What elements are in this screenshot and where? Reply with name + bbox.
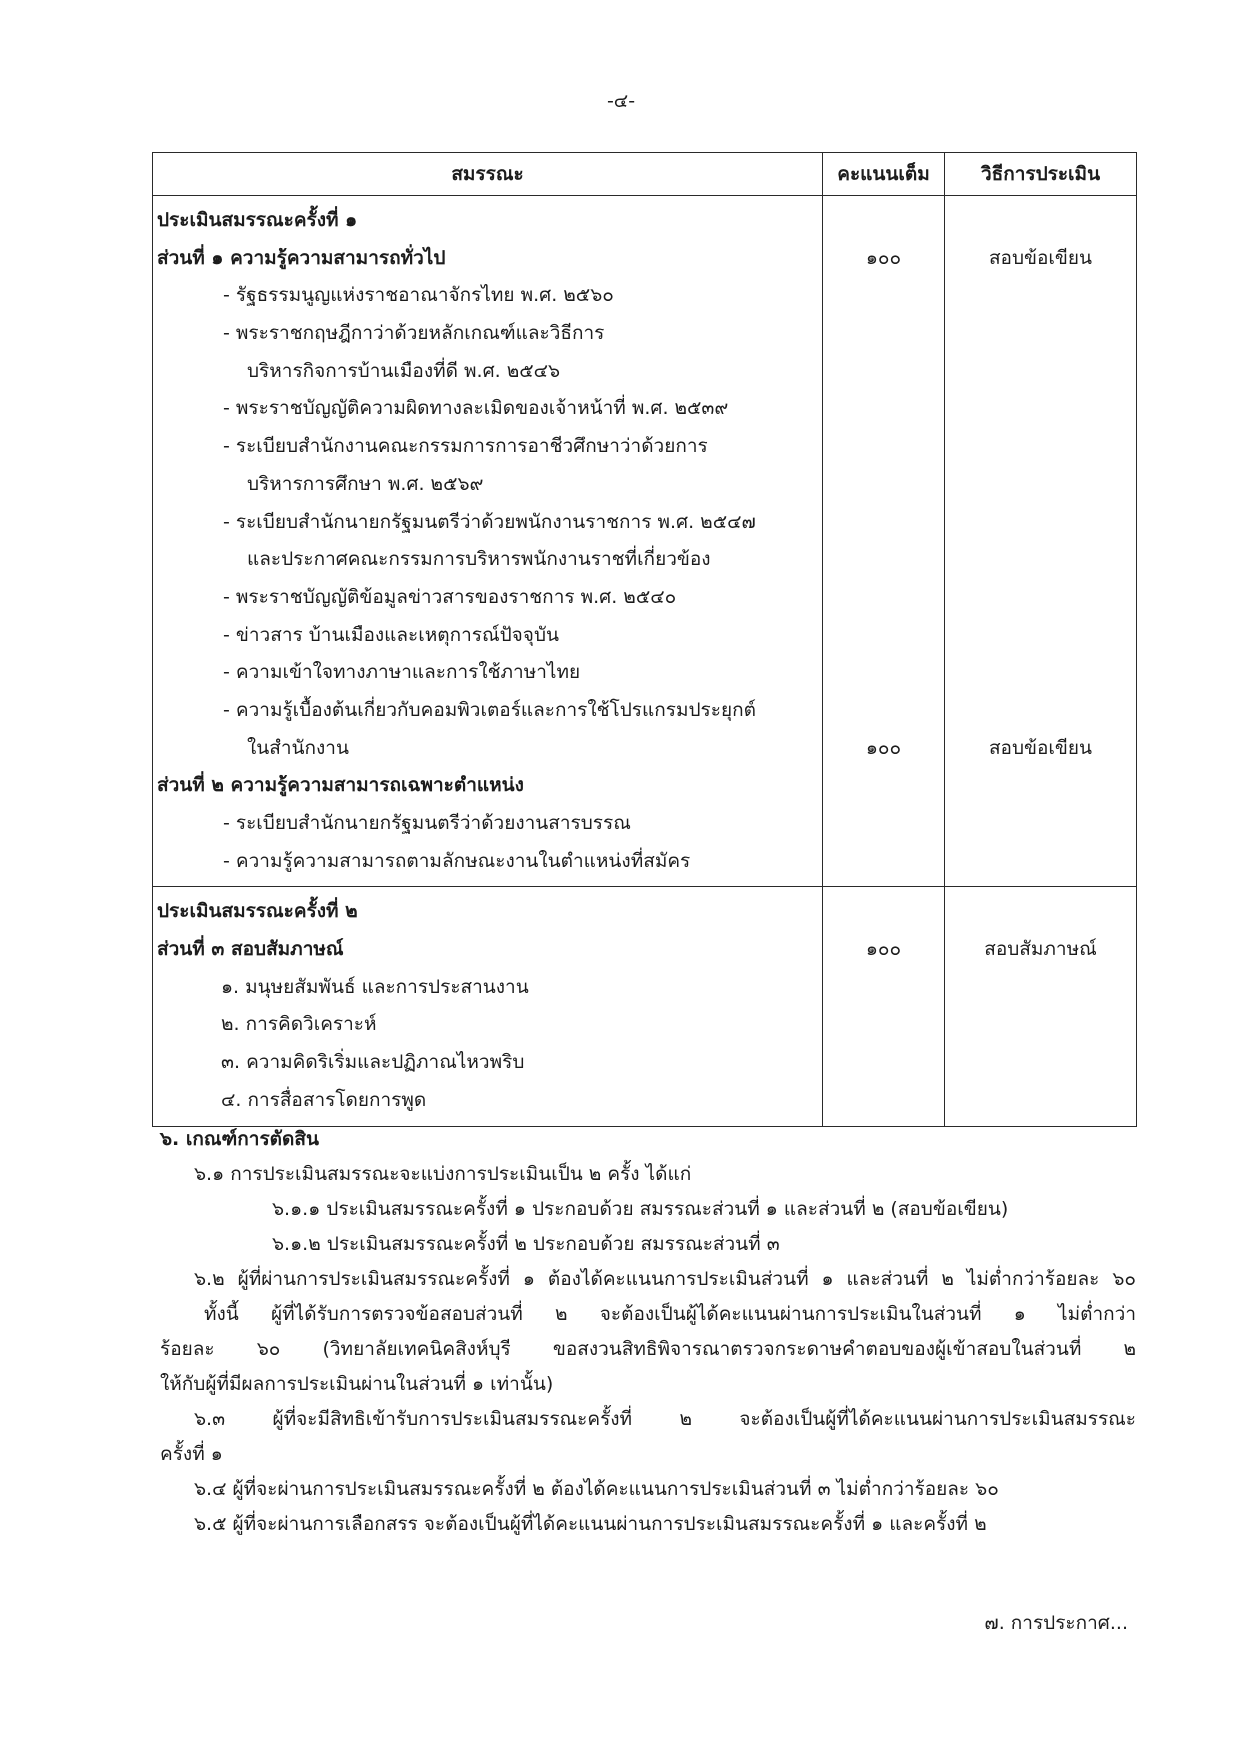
round2-method-cell [945,887,1137,1126]
round2-cell [153,887,823,1126]
criteria-heading: ๖. เกณฑ์การตัดสิน [160,1128,319,1150]
competency-table [152,152,1137,1127]
criteria-line: ๖.๒ ผู้ที่ผ่านการประเมินสมรรณะครั้งที่ ๑ ต้องได้คะแนนการประเมินส่วนที่ ๑ และส่วนที่ ๒ ไม่ต่ำกว่าร้อยละ ๖๐ [194,1268,1136,1290]
header-full-score: คะแนนเต็ม [823,153,945,196]
part1-method: สอบข้อเขียน [988,246,1093,269]
page-number: -๔- [606,90,636,112]
list-item: - ระเบียบสำนักนายกรัฐมนตรีว่าด้วยพนักงานราชการ พ.ศ. ๒๕๔๗ [223,510,756,533]
part2-score: ๑๐๐ [865,736,902,759]
table-header-row [153,153,1137,196]
list-item: ๓. ความคิดริเริ่มและปฏิภาณไหวพริบ [221,1051,525,1074]
round1-cell [153,196,823,887]
list-item: - ข่าวสาร บ้านเมืองและเหตุการณ์ปัจจุบัน [223,623,559,646]
criteria-line: ๖.๑.๑ ประเมินสมรรณะครั้งที่ ๑ ประกอบด้วย สมรรณะส่วนที่ ๑ และส่วนที่ ๒ (สอบข้อเขียน) [272,1198,1009,1220]
criteria-line: ๖.๓ ผู้ที่จะมีสิทธิเข้ารับการประเมินสมรรณะครั้งที่ ๒ จะต้องเป็นผู้ที่ได้คะแนนผ่านการประเมินสมรรณะ [194,1408,1136,1430]
list-item: - พระราชบัญญัติความผิดทางละเมิดของเจ้าหน้าที่ พ.ศ. ๒๕๓๙ [223,397,729,420]
list-item: - ระเบียบสำนักนายกรัฐมนตรีว่าด้วยงานสารบรรณ [223,812,631,834]
list-item: - พระราชกฤษฎีกาว่าด้วยหลักเกณฑ์และวิธีการ [223,322,605,345]
table-row-round2 [153,887,1137,1126]
list-item: - ความเข้าใจทางภาษาและการใช้ภาษาไทย [223,661,581,684]
list-item: บริหารกิจการบ้านเมืองที่ดี พ.ศ. ๒๕๔๖ [247,359,561,382]
part1-title: ส่วนที่ ๑ ความรู้ความสามารถทั่วไป [157,246,446,269]
list-item: - ระเบียบสำนักงานคณะกรรมการการอาชีวศึกษาว่าด้วยการ [223,435,708,458]
part3-method: สอบสัมภาษณ์ [984,938,1097,961]
part2-method: สอบข้อเขียน [988,736,1093,759]
criteria-line: ให้กับผู้ที่มีผลการประเมินผ่านในส่วนที่ ๑ เท่านั้น) [160,1373,554,1395]
criteria-line: ร้อยละ ๖๐ (วิทยาลัยเทคนิคสิงห์บุรี ขอสงวนสิทธิพิจารณาตรวจกระดาษคำตอบของผู้เข้าสอบในส่วนที่ ๒ [160,1338,1136,1360]
header-method: วิธีการประเมิน [945,153,1137,196]
table-row-round1 [153,196,1137,887]
part2-title: ส่วนที่ ๒ ความรู้ความสามารถเฉพาะตำแหน่ง [157,774,524,797]
header-competency: สมรรณะ [153,153,823,196]
part1-score: ๑๐๐ [865,246,902,269]
list-item: - ความรู้เบื้องต้นเกี่ยวกับคอมพิวเตอร์และการใช้โปรแกรมประยุกต์ [223,698,756,721]
list-item: ในสำนักงาน [247,736,349,759]
part3-score: ๑๐๐ [865,938,902,961]
list-item: - พระราชบัญญัติข้อมูลข่าวสารของราชการ พ.ศ. ๒๕๔๐ [223,585,677,608]
criteria-line: ๖.๕ ผู้ที่จะผ่านการเลือกสรร จะต้องเป็นผู้ที่ได้คะแนนผ่านการประเมินสมรรณะครั้งที่ ๑ และครั้งที่ ๒ [194,1513,987,1535]
round2-title: ประเมินสมรรณะครั้งที่ ๒ [157,900,358,923]
list-item: ๒. การคิดวิเคราะห์ [221,1013,377,1036]
criteria-line: ๖.๔ ผู้ที่จะผ่านการประเมินสมรรณะครั้งที่ ๒ ต้องได้คะแนนการประเมินส่วนที่ ๓ ไม่ต่ำกว่าร้อยละ ๖๐ [194,1478,999,1500]
round2-score-cell [823,887,945,1126]
list-item: บริหารการศึกษา พ.ศ. ๒๕๖๙ [247,472,484,495]
part3-title: ส่วนที่ ๓ สอบสัมภาษณ์ [157,938,344,961]
criteria-line: ทั้งนี้ ผู้ที่ได้รับการตรวจข้อสอบส่วนที่ ๒ จะต้องเป็นผู้ได้คะแนนผ่านการประเมินในส่วนที่ ๑ ไม่ต่ำกว่า [204,1303,1136,1325]
round1-score-cell [823,196,945,887]
criteria-section [160,1122,1136,1542]
round1-title: ประเมินสมรรณะครั้งที่ ๑ [157,209,358,231]
list-item: ๔. การสื่อสารโดยการพูด [221,1088,427,1111]
footer-continuation-note: ๗. การประกาศ... [984,1612,1128,1634]
list-item: ๑. มนุษยสัมพันธ์ และการประสานงาน [221,975,529,998]
criteria-line: ๖.๑.๒ ประเมินสมรรณะครั้งที่ ๒ ประกอบด้วย สมรรณะส่วนที่ ๓ [272,1233,780,1255]
list-item: - รัฐธรรมนูญแห่งราชอาณาจักรไทย พ.ศ. ๒๕๖๐ [223,284,614,307]
criteria-line: ๖.๑ การประเมินสมรรณะจะแบ่งการประเมินเป็น ๒ ครั้ง ได้แก่ [194,1163,692,1185]
list-item: และประกาศคณะกรรมการบริหารพนักงานราชที่เกี่ยวข้อง [247,548,711,571]
list-item: - ความรู้ความสามารถตามลักษณะงานในตำแหน่งที่สมัคร [223,849,691,872]
criteria-line: ครั้งที่ ๑ [160,1443,223,1465]
round1-method-cell [945,196,1137,887]
